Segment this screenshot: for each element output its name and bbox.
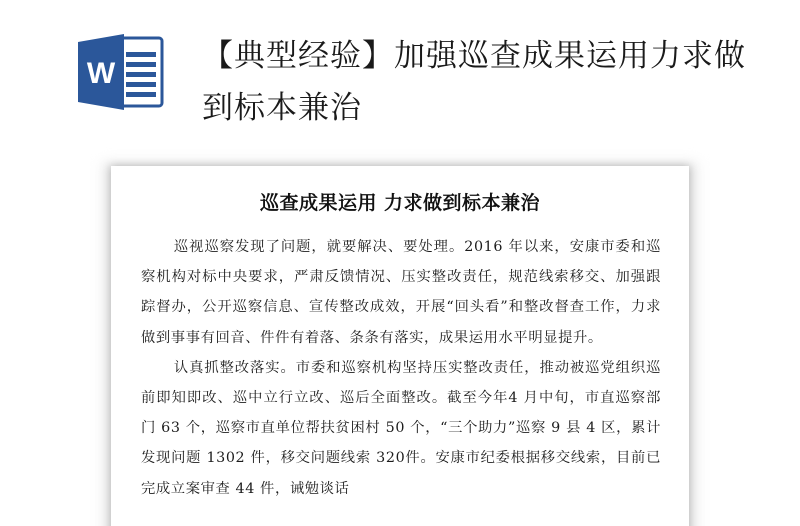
paragraph: 巡视巡察发现了问题，就要解决、要处理。2016 年以来，安康市委和巡察机构对标中央要求，严肃反馈情况、压实整改责任，规范线索移交、加强跟踪督办，公开巡察信息、宣传整改成效，开展“回头看”和整改督查工作，力求做到事事有回音、件件有着落、条条有落实，成果运用水平明显提升。 <box>141 239 661 346</box>
page-title: 【典型经验】加强巡查成果运用力求做到标本兼治 <box>202 38 746 126</box>
document-title: 巡查成果运用 力求做到标本兼治 <box>259 192 541 214</box>
word-document-icon <box>78 32 164 112</box>
document-page <box>111 166 689 526</box>
svg-text:W: W <box>86 57 116 90</box>
header-banner <box>0 0 800 150</box>
document-body <box>141 232 661 504</box>
paragraph: 认真抓整改落实。市委和巡察机构坚持压实整改责任，推动被巡党组织巡前即知即改、巡中立行立改、巡后全面整改。截至今年4 月中旬，市直巡察部门 63 个，巡察市直单位帮扶贫困村 50 个，“三个助力”巡察 9 县 4 区，累计发现问题 1302 件，移交问题线索 320件。安康市纪委根据移交线索，目前已完成立案审查 44 件，诫勉谈话 <box>141 359 661 497</box>
